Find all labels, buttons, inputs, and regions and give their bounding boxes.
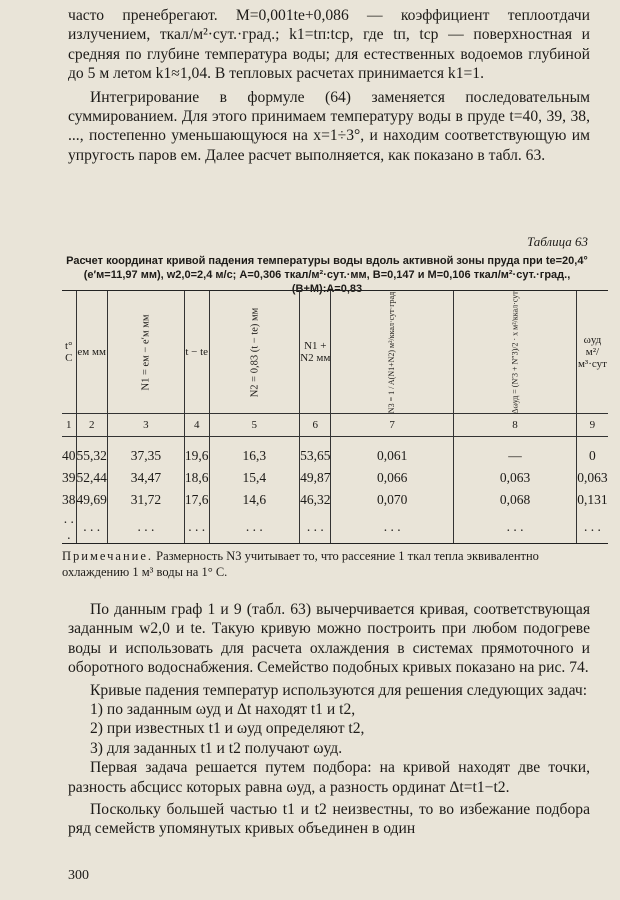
table-cell: 16,3 [209,437,300,468]
table-cell: 34,47 [107,467,184,489]
list-item: 1) по заданным ωуд и Δt находят t1 и t2, [90,701,356,719]
header-cell [453,291,576,414]
table-cell: 0,131 [577,489,608,511]
table-cell: 39 [62,470,76,485]
table-cell: 0,063 [577,467,608,489]
table-row [62,489,608,511]
list-item: 2) при известных t1 и ωуд определяют t2, [90,720,365,738]
table-cell: . . . [62,511,76,544]
table-cell: 0,063 [453,467,576,489]
header-cell: eм мм [76,291,107,414]
table-cell: . . . [107,511,184,544]
column-number: 5 [209,414,300,437]
list-item: 3) для заданных t1 и t2 получают ωуд. [90,739,343,757]
column-number: 4 [184,414,209,437]
table-cell: — [453,437,576,468]
table-cell: 46,32 [300,489,331,511]
paragraph-integration: Интегрирование в формуле (64) заменяется последовательным суммированием. Для этого принимаем температуру воды в пруде t=40, 39, 38, ..., постепенно уменьшающуюся на x=1÷3°, и находим соответствующую им упругость паров eм. Далее расчет выполняется, как показано в табл. 63. [68,88,590,164]
table-cell: 53,65 [300,437,331,468]
bottom-text-block [68,600,590,839]
header-cell: t° C [62,291,76,414]
column-number: 9 [577,414,608,437]
data-table [62,290,608,544]
table-cell: 0,070 [331,489,453,511]
table-row [62,467,608,489]
table-cell: 0,061 [331,437,453,468]
header-label: N1 = eм − e′м мм [140,314,152,391]
header-cell [331,291,453,414]
column-number: 8 [453,414,576,437]
header-cell: N1 + N2 мм [300,291,331,414]
note-label: Примечание. [62,549,154,563]
header-label: Δωуд = (N′3 + N″3)/2 · x м²/ккал·сут [510,291,520,414]
table-cell: . . . [577,511,608,544]
table-cell: . . . [209,511,300,544]
table-cell: . . . [331,511,453,544]
paragraph-families: Поскольку большей частью t1 и t2 неизвестны, то во избежание подбора ряд семейств упомянутых кривых объединен в один [68,801,590,838]
note-text: Размерность N3 учитывает то, что рассеяние 1 ткал тепла эквивалентно охлаждению 1 м³ воды на 1° С. [62,549,539,579]
column-number: 1 [62,414,76,437]
table-header-row [62,291,608,414]
table-cell: . . . [184,511,209,544]
paragraph-tasks: Кривые падения температур используются для решения следующих задач: [90,681,588,699]
column-number: 3 [107,414,184,437]
column-number: 7 [331,414,453,437]
table-cell: 0 [577,437,608,468]
table-cell: . . . [453,511,576,544]
column-number: 2 [76,414,107,437]
table-cell: 49,69 [76,489,107,511]
table-cell: 40 [62,448,76,463]
table-cell: 55,32 [76,437,107,468]
page-number: 300 [68,868,89,883]
paragraph-curve: По данным граф 1 и 9 (табл. 63) вычерчивается кривая, соответствующая заданным w2,0 и tе. Такую кривую можно построить при любом подогреве воды и использовать для расчета охлаждения в системах прямоточного и оборотного водоснабжения. Семейство подобных кривых показано на рис. 74. [68,601,590,677]
table-cell: 38 [62,492,76,507]
table-cell: 15,4 [209,467,300,489]
header-cell: t − tе [184,291,209,414]
table-cell: 37,35 [107,437,184,468]
header-cell: ωуд м²/м³·сут [577,291,608,414]
column-number: 6 [300,414,331,437]
table-cell: 52,44 [76,467,107,489]
header-cell [107,291,184,414]
table-cell: 18,6 [184,467,209,489]
top-text-block [68,6,590,165]
table-cell: 31,72 [107,489,184,511]
table-title: Расчет координат кривой падения температуры воды вдоль активной зоны пруда при tе=20,4° (e′м=11,97 мм), w2,0=2,4 м/с; A=0,306 ткал/м²·сут.·мм, B=0,147 и M=0,106 ткал/м²·сут.·град., (B+M):A=0,83 [66,255,588,295]
table-cell: 0,068 [453,489,576,511]
table-caption: Таблица 63 [526,234,588,249]
table-cell: 14,6 [209,489,300,511]
table-cell: 49,87 [300,467,331,489]
table-cell: . . . [300,511,331,544]
header-label: N3 = 1 / A(N1+N2) м²/ккал·сут·град [387,291,397,414]
table-cell: 17,6 [184,489,209,511]
table-cell: 0,066 [331,467,453,489]
header-cell [209,291,300,414]
table-cell: 19,6 [184,437,209,468]
column-number-row [62,414,608,437]
table-note [62,548,592,580]
table-cell: . . . [76,511,107,544]
header-label: N2 = 0,83 (t − tе) мм [248,307,260,398]
paragraph-coefficient: часто пренебрегают. M=0,001tе+0,086 — коэффициент теплоотдачи излучением, ткал/м²·сут.·град.; k1=tп:tср, где tп, tср — поверхностная и средняя по глубине температура воды; для естественных водоемов глубиной до 5 м летом k1≈1,04. В тепловых расчетах принимается k1=1. [68,7,590,83]
table-row [62,511,608,544]
paragraph-first-task: Первая задача решается путем подбора: на кривой находят две точки, разность абсцисс которых равна ωуд, а разность ординат Δt=t1−t2. [68,759,590,796]
table-row [62,437,608,468]
